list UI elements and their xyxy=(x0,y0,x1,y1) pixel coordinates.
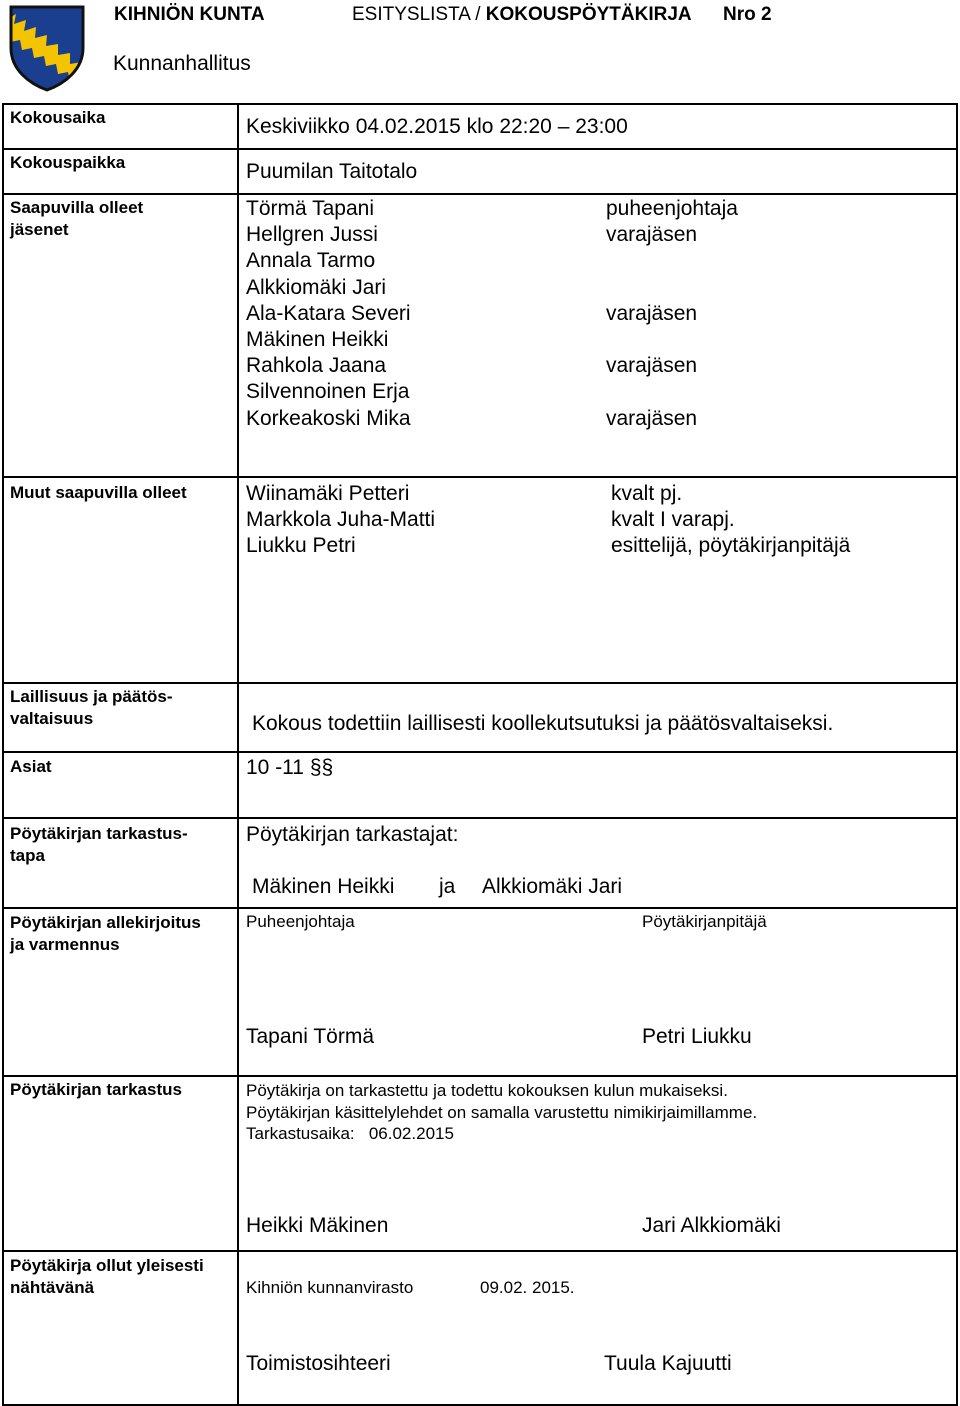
checking-label: Pöytäkirjan tarkastus xyxy=(10,1080,182,1099)
member-role xyxy=(606,275,738,301)
member-name: Silvennoinen Erja xyxy=(246,380,410,404)
meeting-place-label: Kokouspaikka xyxy=(10,153,126,172)
member-name: Hellgren Jussi xyxy=(246,223,378,247)
meeting-place-value: Puumilan Taitotalo xyxy=(246,160,418,183)
attendee-role: esittelijä, pöytäkirjanpitäjä xyxy=(611,534,851,558)
checkers-title: Pöytäkirjan tarkastajat: xyxy=(246,823,459,846)
legality-label-line: Laillisuus ja päätös- xyxy=(10,687,173,706)
member-role xyxy=(606,379,738,405)
checking-date-label: Tarkastusaika: xyxy=(246,1124,355,1143)
row-divider xyxy=(2,817,958,819)
attendee-name: Liukku Petri xyxy=(246,534,356,558)
row-divider xyxy=(2,1250,958,1252)
legality-label-line: valtaisuus xyxy=(10,709,94,728)
checking-line: Pöytäkirjan käsittelylehdet on samalla varustettu nimikirjaimillamme. xyxy=(246,1102,758,1122)
checking-method-label-line: tapa xyxy=(10,846,45,865)
member-name: Korkeakoski Mika xyxy=(246,406,411,430)
members-label-line: jäsenet xyxy=(10,220,69,239)
member-role xyxy=(606,248,738,274)
document-number: Nro 2 xyxy=(723,4,772,25)
table-border-left xyxy=(2,103,4,1406)
secretary-role: Pöytäkirjanpitäjä xyxy=(642,912,767,931)
checker-2: Alkkiomäki Jari xyxy=(482,875,623,898)
chair-name: Tapani Törmä xyxy=(246,1025,375,1048)
members-names xyxy=(246,196,411,432)
public-date: 09.02. 2015. xyxy=(480,1278,575,1297)
row-divider xyxy=(2,148,958,150)
signature-label-line: ja varmennus xyxy=(10,935,120,954)
others-label: Muut saapuvilla olleet xyxy=(10,483,187,502)
row-divider xyxy=(2,193,958,195)
signature-label-line: Pöytäkirjan allekirjoitus xyxy=(10,913,201,932)
governing-body: Kunnanhallitus xyxy=(113,52,251,75)
checking-date-value: 06.02.2015 xyxy=(368,1124,454,1143)
member-role: puheenjohtaja xyxy=(606,197,738,220)
checkers-and: ja xyxy=(439,875,456,898)
public-label-line: nähtävänä xyxy=(10,1278,95,1297)
signature-label xyxy=(10,912,201,956)
others-names xyxy=(246,481,435,560)
member-role: varajäsen xyxy=(606,406,698,430)
checking-method-label xyxy=(10,823,188,867)
member-role: varajäsen xyxy=(606,354,698,378)
crest-icon xyxy=(8,4,86,92)
member-name: Törmä Tapani xyxy=(246,197,375,220)
members-roles xyxy=(606,196,738,432)
member-name: Mäkinen Heikki xyxy=(246,328,389,352)
row-divider xyxy=(2,907,958,909)
municipal-crest xyxy=(8,4,86,92)
clerk-title: Toimistosihteeri xyxy=(246,1352,391,1375)
checking-line: Pöytäkirja on tarkastettu ja todettu kokouksen kulun mukaiseksi. xyxy=(246,1081,728,1100)
table-border-right xyxy=(956,103,958,1406)
member-name: Annala Tarmo xyxy=(246,249,376,273)
column-divider xyxy=(237,103,239,1406)
member-name: Ala-Katara Severi xyxy=(246,301,411,325)
public-label-line: Pöytäkirja ollut yleisesti xyxy=(10,1256,204,1275)
member-role: varajäsen xyxy=(606,223,698,247)
checker-1: Mäkinen Heikki xyxy=(252,875,395,898)
table-border-top xyxy=(2,103,958,105)
row-divider xyxy=(2,1075,958,1077)
member-role: varajäsen xyxy=(606,301,698,325)
public-label xyxy=(10,1255,204,1299)
member-name: Rahkola Jaana xyxy=(246,354,387,378)
document-type xyxy=(352,4,692,26)
checking-method-label-line: Pöytäkirjan tarkastus- xyxy=(10,824,188,843)
document-type-prefix: ESITYSLISTA / xyxy=(352,4,481,25)
checker-signature-1: Heikki Mäkinen xyxy=(246,1214,389,1237)
row-divider xyxy=(2,682,958,684)
municipality-name: KIHNIÖN KUNTA xyxy=(114,4,265,25)
checking-date-line xyxy=(246,1123,757,1145)
checker-signature-2: Jari Alkkiomäki xyxy=(642,1214,781,1237)
checking-text xyxy=(246,1080,757,1145)
items-value: 10 -11 §§ xyxy=(246,756,334,779)
row-divider xyxy=(2,751,958,753)
clerk-name: Tuula Kajuutti xyxy=(604,1352,732,1375)
chair-role: Puheenjohtaja xyxy=(246,912,355,931)
secretary-name: Petri Liukku xyxy=(642,1025,752,1048)
attendee-name: Wiinamäki Petteri xyxy=(246,482,410,505)
public-place: Kihniön kunnanvirasto xyxy=(246,1278,414,1297)
legality-label xyxy=(10,686,173,730)
attendee-role: kvalt pj. xyxy=(611,482,683,505)
others-roles xyxy=(611,481,850,560)
members-label xyxy=(10,197,143,241)
attendee-role: kvalt I varapj. xyxy=(611,508,735,532)
member-name: Alkkiomäki Jari xyxy=(246,275,387,299)
members-label-line: Saapuvilla olleet xyxy=(10,198,144,217)
meeting-time-label: Kokousaika xyxy=(10,108,106,127)
meeting-time-value: Keskiviikko 04.02.2015 klo 22:20 – 23:00 xyxy=(246,115,628,138)
member-role xyxy=(606,327,738,353)
legality-value: Kokous todettiin laillisesti koollekutsutuksi ja päätösvaltaiseksi. xyxy=(252,712,834,735)
document-type-main: KOKOUSPÖYTÄKIRJA xyxy=(485,4,692,25)
row-divider xyxy=(2,476,958,478)
attendee-name: Markkola Juha-Matti xyxy=(246,508,436,532)
items-label: Asiat xyxy=(10,757,52,776)
